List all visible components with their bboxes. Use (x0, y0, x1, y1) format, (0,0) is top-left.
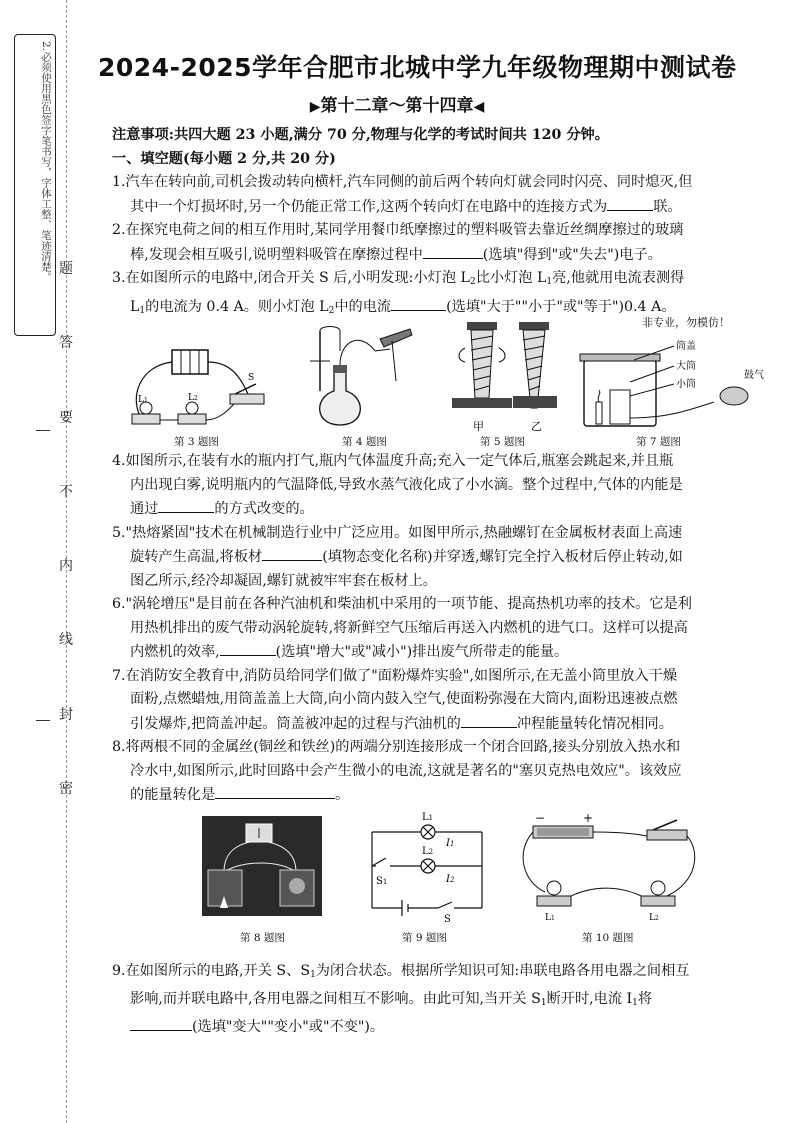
label-cap: 筒盖 (676, 341, 696, 352)
seal-word: 内 (59, 558, 73, 575)
seal-word: 密 (59, 780, 73, 797)
side-ticks (36, 430, 56, 730)
label-L2: L2 (188, 393, 198, 403)
question-1: 1.汽车在转向前,司机会拨动转向横杆,汽车同侧的前后两个转向灯就会同时闪亮、同时熄灭,但 其中一个灯损坏时,另一个仍能正常工作,这两个转向灯在电路中的连接方式为 联。 (112, 174, 693, 215)
label-I1: I1 (446, 838, 455, 849)
label-yi: 乙 (531, 420, 542, 433)
seal-word: 线 (59, 632, 73, 649)
label-S: S (444, 914, 451, 924)
question-8: 8.将两根不同的金属丝(铜丝和铁丝)的两端分别连接形成一个闭合回路,接头分别放入热水和 冷水中,如图所示,此时回路中会产生微小的电流,这就是著名的"塞贝克热电效应"。该效应 的能量转化是 。 (112, 739, 682, 803)
caption-fig9: 第 9 题图 (402, 932, 447, 944)
label-L1: L1 (138, 395, 148, 405)
answer-blank[interactable] (423, 243, 483, 259)
answer-blank[interactable] (220, 640, 276, 656)
answer-blank[interactable] (130, 1015, 192, 1031)
caption-fig3: 第 3 题图 (174, 436, 219, 448)
label-minus: − (535, 812, 546, 825)
fig4-flask (300, 321, 420, 431)
answer-blank[interactable] (158, 497, 214, 513)
fig7-apparatus (574, 332, 774, 432)
subtitle-text: 第十二章～第十四章 (320, 96, 474, 116)
answer-blank[interactable] (391, 295, 446, 311)
answer-blank[interactable] (215, 783, 335, 799)
label-pump: 鼓气 (744, 370, 764, 381)
page-title: 2024-2025学年合肥市北城中学九年级物理期中测试卷 (98, 53, 737, 82)
label-plus: + (583, 812, 594, 825)
binding-margin (0, 0, 95, 1123)
triangle-left-icon: ◀ (473, 99, 485, 115)
label-S: S (248, 373, 255, 383)
seal-word: 答 (59, 335, 73, 352)
notice-box (14, 34, 56, 336)
triangle-right-icon: ▶ (309, 99, 321, 115)
fig8-photo (202, 816, 322, 916)
seal-words (56, 258, 76, 798)
question-5: 5."热熔紧固"技术在机械制造行业中广泛应用。如图甲所示,热融螺钉在金属板材表面上高速 旋转产生高温,将板材 (填物态变化名称)并穿透,螺钉完全拧入板材后停止转动,如 图乙所示,经冷却凝固,螺钉就被牢牢套在板材上。 (112, 524, 683, 589)
label-S1: S1 (376, 876, 388, 887)
label-L1: L1 (422, 812, 434, 823)
question-body-top (112, 124, 777, 323)
caption-fig10: 第 10 题图 (582, 932, 634, 944)
warning-text: 非专业，勿模仿！ (642, 316, 730, 329)
fig9-circuit (362, 812, 492, 924)
notice-text: 2.必须使用黑色签字笔书写，字体工整、笔迹清楚。 (40, 41, 52, 283)
seal-word: 封 (59, 706, 73, 723)
answer-blank[interactable] (607, 195, 653, 211)
page-subtitle (0, 91, 794, 116)
fig3-circuit (120, 336, 270, 432)
answer-blank[interactable] (262, 545, 322, 561)
caption-fig8: 第 8 题图 (240, 932, 285, 944)
caption-fig7: 第 7 题图 (636, 436, 681, 448)
question-2: 2.在探究电荷之间的相互作用时,某同学用餐巾纸摩擦过的塑料吸管去靠近丝绸摩擦过的玻璃 棒,发现会相互吸引,说明塑料吸管在摩擦过程中 (选填"得到"或"失去")电子。 (112, 222, 684, 263)
caption-fig5: 第 5 题图 (480, 436, 525, 448)
exam-notes: 注意事项:共四大题 23 小题,满分 70 分,物理与化学的考试时间共 120 分钟。 (112, 127, 609, 143)
label-small-can: 小筒 (676, 379, 696, 390)
label-L1: L1 (545, 913, 555, 923)
label-jia: 甲 (473, 420, 484, 433)
question-7: 7.在消防安全教育中,消防员给同学们做了"面粉爆炸实验",如图所示,在无盖小筒里放入干燥 面粉,点燃蜡烛,用筒盖盖上大筒,向小筒内鼓入空气,使面粉弥漫在大筒内,面粉迅速被点燃 引发爆炸,把筒盖冲起。筒盖被冲起的过程与汽油机的 冲程能量转化情况相同。 (112, 667, 678, 732)
figure-row-2 (112, 812, 777, 952)
figure-row-1 (112, 316, 777, 446)
seal-word: 不 (59, 483, 73, 500)
answer-blank[interactable] (461, 712, 517, 728)
label-big-can: 大筒 (676, 361, 696, 372)
seal-word: 题 (59, 261, 73, 277)
label-I2: I2 (446, 874, 455, 885)
label-L2: L2 (649, 913, 659, 923)
question-body-bottom (112, 960, 777, 1040)
section-heading: 一、填空题(每小题 2 分,共 20 分) (112, 150, 336, 167)
fig5-screws (447, 318, 567, 436)
question-6: 6."涡轮增压"是目前在各种汽油机和柴油机中采用的一项节能、提高热机功率的技术。它是利 用热机排出的废气带动涡轮旋转,将新鲜空气压缩后再送入内燃机的进气口。这样可以提高 内燃机的效率, (选填"增大"或"减小")排出废气所带走的能量。 (112, 596, 692, 660)
fig10-circuit (517, 812, 697, 928)
caption-fig4: 第 4 题图 (342, 436, 387, 448)
question-body-middle (112, 450, 777, 808)
question-4: 4.如图所示,在装有水的瓶内打气,瓶内气体温度升高;充入一定气体后,瓶塞会跳起来,并且瓶 内出现白雾,说明瓶内的气温降低,导致水蒸气液化成了小水滴。整个过程中,气体的内能是 通过 的方式改变的。 (112, 453, 683, 517)
label-L2: L2 (422, 846, 434, 857)
question-3: 3.在如图所示的电路中,闭合开关 S 后,小明发现:小灯泡 $L_2$比小灯泡 $L_1$亮,他就用电流表测得 $L_1$的电流为 0.4 A。则小灯泡 $L_2$中的电流 (选填"大于""小于"或"等于")0.4 A。 (112, 270, 685, 316)
seal-word: 要 (59, 409, 73, 426)
question-9: 9.在如图所示的电路,开关 S、$S_1$为闭合状态。根据所学知识可知:串联电路各用电器之间相互 影响,而并联电路中,各用电器之间相互不影响。由此可知,当开关 $S_1$断开时,电流 $I_1$将 (选填"变大""变小"或"不变")。 (112, 963, 690, 1035)
